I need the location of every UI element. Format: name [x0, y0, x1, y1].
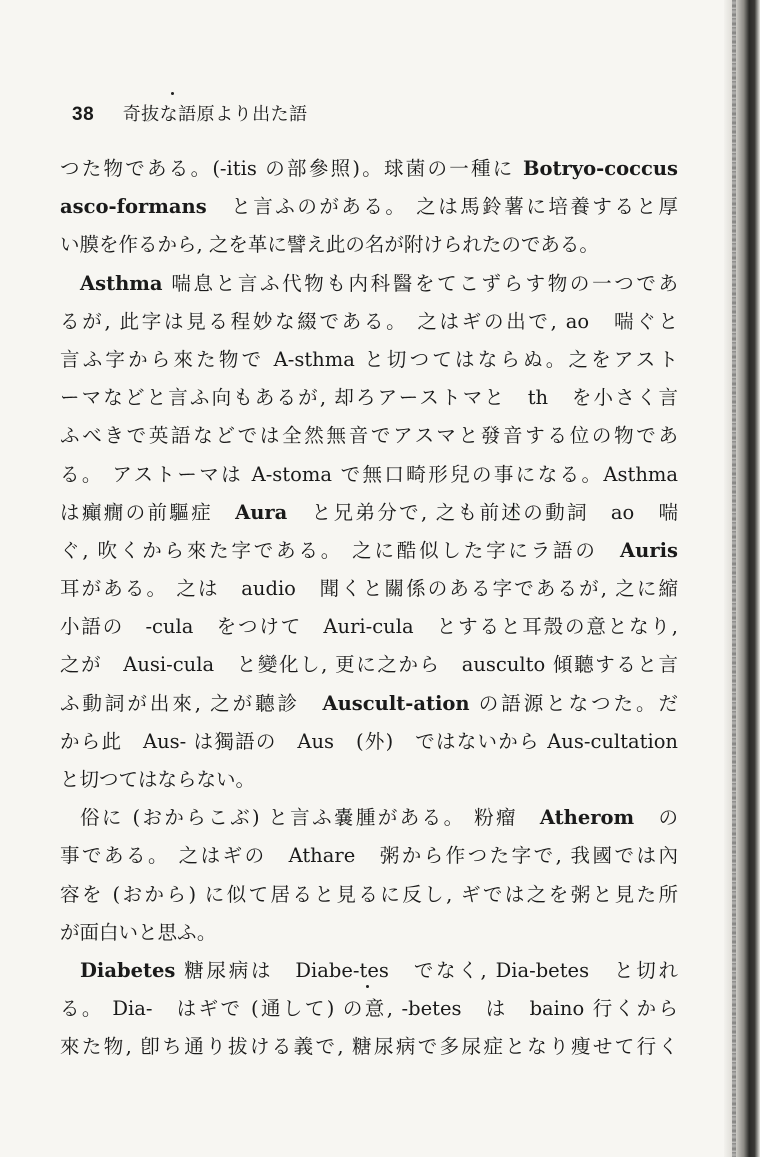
text-line: [60, 761, 678, 799]
text-segment: 容を (おから) に似て居ると見るに反し, ギでは之を粥と見た所: [60, 882, 678, 906]
text-segment: 糖尿病は Diabe-tes でなく, Dia-betes と切れ: [175, 958, 678, 982]
bold-term: Auris: [620, 538, 678, 562]
text-line: [60, 265, 678, 303]
body-text: [60, 150, 678, 1067]
text-segment: 俗に (おからこぶ) と言ふ嚢腫がある。 粉瘤: [80, 806, 540, 830]
text-segment: 來た物, 卽ち通り拔ける義で, 糖尿病で多尿症となり痩せて行く: [60, 1035, 678, 1059]
text-segment: る。 Dia- はギで (通して) の意, -betes は baino 行くから: [60, 997, 678, 1021]
text-line: [60, 608, 678, 646]
text-segment: 言ふ字から來た物で A-sthma と切つてはならぬ。之をアスト: [60, 347, 678, 371]
bold-term: Aura: [235, 500, 288, 524]
text-segment: と兄弟分で, 之も前述の動詞 ao 喘: [287, 500, 678, 524]
text-line: [60, 188, 678, 226]
text-line: [60, 952, 678, 990]
ink-speck: [171, 92, 174, 95]
page-header: [72, 100, 308, 126]
running-title: 奇抜な語原より出た語: [122, 104, 308, 125]
book-binding-edge: [724, 0, 760, 1157]
text-line: [60, 456, 678, 494]
text-segment: の語源となつた。だ: [469, 691, 678, 715]
text-segment: 事である。 之はギの Athare 粥から作つた字で, 我國では內: [60, 844, 678, 868]
text-line: [60, 646, 678, 684]
text-line: [60, 990, 678, 1028]
text-line: [60, 685, 678, 723]
text-segment: から此 Aus- は獨語の Aus (外) ではないから Aus-cultation: [60, 729, 678, 753]
text-segment: と切つてはならない。: [60, 768, 256, 791]
bold-term: asco-formans: [60, 195, 207, 219]
text-line: [60, 379, 678, 417]
text-line: [60, 876, 678, 914]
text-segment: は癲癇の前驅症: [60, 500, 236, 524]
text-line: [60, 914, 678, 952]
text-line: [60, 570, 678, 608]
text-line: [60, 150, 678, 188]
text-segment: るが, 此字は見る程妙な綴である。 之はギの出で, ao 喘ぐと: [60, 309, 678, 333]
text-line: [60, 837, 678, 875]
text-segment: つた物である。(-itis の部參照)。球菌の一種に: [60, 157, 524, 180]
bold-term: Auscult-ation: [322, 691, 470, 715]
text-segment: 之が Ausi-cula と變化し, 更に之から ausculto 傾聽すると言: [60, 653, 678, 677]
text-line: [60, 417, 678, 455]
text-line: [60, 226, 678, 264]
text-segment: る。 アストーマは A-stoma で無口畸形兒の事になる。Asthma: [60, 462, 678, 486]
text-line: [60, 799, 678, 837]
bold-term: Botryo-coccus: [523, 157, 678, 180]
text-line: [60, 494, 678, 532]
text-segment: 喘息と言ふ代物も内科醫をてこずらす物の一つであ: [162, 271, 678, 295]
text-line: [60, 532, 678, 570]
text-segment: が面白いと思ふ。: [60, 920, 217, 944]
ink-speck: [366, 985, 369, 988]
text-segment: と言ふのがある。 之は馬鈴薯に培養すると厚: [206, 195, 678, 219]
page-number: 38: [72, 104, 95, 125]
text-segment: ふ動詞が出來, 之が聽診: [60, 691, 323, 715]
text-segment: 耳がある。 之は audio 聞くと關係のある字であるが, 之に縮: [60, 577, 678, 601]
bold-term: Diabetes: [80, 958, 176, 982]
text-line: [60, 1028, 678, 1066]
text-segment: い膜を作るから, 之を革に譬え此の名が附けられたのである。: [60, 233, 599, 257]
text-line: [60, 723, 678, 761]
text-segment: 小語の -cula をつけて Auri-cula とすると耳殼の意となり,: [60, 615, 678, 639]
bold-term: Atherom: [539, 806, 635, 830]
text-segment: ぐ, 吹くから來た字である。 之に酷似した字にラ語の: [60, 538, 621, 562]
text-line: [60, 341, 678, 379]
text-segment: ーマなどと言ふ向もあるが, 却ろアーストマと th を小さく言: [60, 386, 678, 410]
text-segment: の: [634, 806, 678, 830]
bold-term: Asthma: [80, 271, 163, 295]
text-segment: ふべきで英語などでは全然無音でアスマと發音する位の物であ: [60, 424, 678, 448]
text-line: [60, 303, 678, 341]
